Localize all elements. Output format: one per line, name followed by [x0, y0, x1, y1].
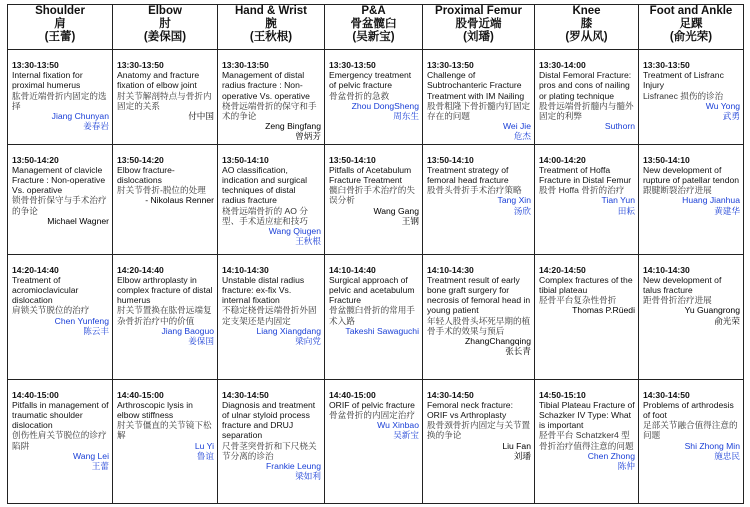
- speaker-name-cn: 姜保国: [188, 336, 214, 347]
- session-cell: [218, 144, 325, 254]
- header-chair: (罗从风): [565, 31, 608, 43]
- speaker-name: Liu Fan: [502, 440, 531, 451]
- session-title: Internal fixation for proximal humerus: [12, 70, 83, 91]
- session-title: ORIF of pelvic fracture: [329, 399, 415, 410]
- header-chair: (王蕾): [44, 31, 76, 43]
- session-title-cn: 股骨 Hoffa 骨折的治疗: [539, 185, 625, 196]
- session-time: 13:30-13:50: [222, 60, 269, 70]
- speaker-name: Yu Guangrong: [684, 305, 740, 316]
- table-row: [8, 379, 744, 503]
- session-title-cn: 髋臼骨折手术治疗的失误分析: [329, 185, 415, 206]
- header-cn: 肘: [159, 18, 171, 30]
- session-title-cn: 肱骨近端骨折内固定的选择: [12, 90, 107, 111]
- column-header: [639, 5, 744, 50]
- session-cell: [8, 379, 113, 503]
- header-cn: 股骨近端: [455, 18, 502, 30]
- session-cell: [639, 379, 744, 503]
- speaker-name-cn: 鲁谊: [196, 450, 214, 461]
- session-title: Treatment of acromioclavicular dislocation: [12, 274, 79, 306]
- speaker-name-cn: 危杰: [513, 131, 531, 142]
- session-cell: [113, 50, 218, 145]
- header-en: Foot and Ankle: [649, 5, 733, 17]
- session-cell: [325, 50, 423, 145]
- header-chair: (姜保国): [143, 31, 187, 43]
- session-time: 14:10-14:30: [222, 264, 269, 275]
- session-title: Management of clavicle Fracture : Non-operative Vs. operative: [12, 164, 106, 196]
- session-title: Elbow arthroplasty in complex fracture of distal humerus: [117, 274, 213, 306]
- session-time: 14:10-14:30: [643, 264, 690, 275]
- session-cell: [113, 379, 218, 503]
- session-time: 13:50-14:20: [12, 154, 59, 165]
- session-cell: [639, 50, 744, 145]
- table-row: [8, 254, 744, 379]
- speaker-name: Wang Gang: [373, 205, 419, 216]
- session-time: 13:30-13:50: [117, 60, 164, 70]
- session-time: 14:10-14:40: [329, 264, 376, 275]
- session-cell: [8, 144, 113, 254]
- session-time: 13:50-14:10: [427, 154, 474, 165]
- session-cell: [218, 50, 325, 145]
- session-title: AO classification, indication and surgical techniques of distal radius fracture: [222, 164, 308, 206]
- speaker-name-cn: Suthorn: [604, 121, 635, 132]
- session-title: Emergency treatment of pelvic fracture: [329, 70, 412, 91]
- session-time: 13:50-14:10: [222, 154, 269, 165]
- speaker-name: Takeshi Sawaguchi: [345, 325, 419, 336]
- speaker-name-cn: 施忠民: [714, 450, 740, 461]
- table-row: [8, 50, 744, 145]
- speaker-name: Frankie Leung: [266, 461, 321, 472]
- header-chair: (王秋根): [249, 31, 293, 43]
- column-header: [218, 5, 325, 50]
- session-time: 14:20-14:40: [117, 264, 164, 275]
- column-header: [325, 5, 423, 50]
- session-title-cn: 胫骨平台复杂性骨折: [539, 295, 617, 306]
- speaker-name: - Nikolaus Renner: [145, 195, 214, 206]
- session-cell: [535, 254, 639, 379]
- session-cell: [113, 254, 218, 379]
- speaker-name-cn: 俞光荣: [714, 315, 740, 326]
- speaker-name: Zhou DongSheng: [351, 100, 419, 111]
- speaker-name: Tian Yun: [601, 195, 635, 206]
- speaker-name-cn: 田耘: [617, 205, 635, 216]
- speaker-name-cn: 陈仲: [617, 461, 635, 472]
- speaker-name-cn: 吴新宝: [393, 430, 419, 441]
- session-title-cn: 不稳定桡骨远端骨折外固定支架还是内固定: [222, 305, 317, 326]
- speaker-name-cn: 姜春岩: [83, 121, 109, 132]
- speaker-name-cn: 汤欣: [513, 205, 531, 216]
- session-time: 13:50-14:20: [117, 154, 164, 165]
- speaker-name-cn: 王钢: [401, 215, 419, 226]
- column-header: [535, 5, 639, 50]
- table-row: [8, 144, 744, 254]
- session-time: 13:30-13:50: [643, 60, 690, 70]
- session-title-cn: 距骨骨折治疗进展: [643, 295, 712, 306]
- session-title: Unstable distal radius fracture: ex-fix Vs. internal fixation: [222, 274, 305, 306]
- header-en: P&A: [361, 5, 386, 17]
- column-header: [8, 5, 113, 50]
- session-title-cn: 股骨粗隆下骨折髓内钉固定存在的问题: [427, 100, 531, 122]
- session-cell: [423, 379, 535, 503]
- session-cell: [535, 144, 639, 254]
- speaker-name: Jiang Chunyan: [51, 111, 109, 122]
- session-title-cn: 肘关节置换在肱骨远端复杂骨折治疗中的价值: [117, 305, 212, 326]
- session-title-cn: 骨盆骨折的急救: [329, 90, 390, 101]
- speaker-name-cn: 武勇: [722, 111, 740, 122]
- speaker-name-cn: 王秋根: [295, 236, 321, 247]
- speaker-name-cn: 张长青: [505, 346, 531, 357]
- session-title-cn: 股骨颈骨折内固定与关节置换的争论: [427, 420, 531, 441]
- session-title-cn: 桡骨远端骨折的保守和手术的争论: [222, 100, 317, 122]
- session-time: 14:30-14:50: [222, 389, 269, 400]
- session-title: Treatment strategy of femoral head fracture: [427, 164, 509, 186]
- session-time: 14:40-15:00: [12, 389, 59, 400]
- session-cell: [423, 50, 535, 145]
- speaker-name-cn: 周东生: [393, 111, 419, 122]
- session-cell: [535, 50, 639, 145]
- header-en: Knee: [572, 5, 601, 17]
- session-cell: [325, 254, 423, 379]
- session-time: 14:10-14:30: [427, 264, 474, 275]
- session-title: Elbow fracture-dislocations: [117, 164, 175, 186]
- session-cell: [325, 144, 423, 254]
- session-title: Complex fractures of the tibial plateau: [539, 274, 633, 296]
- speaker-name: Chen Yunfeng: [54, 315, 109, 326]
- schedule-table: [7, 4, 744, 504]
- session-cell: [218, 379, 325, 503]
- session-time: 13:50-14:10: [643, 154, 690, 165]
- session-time: 14:20-14:40: [12, 264, 59, 275]
- session-title: Treatment result of early bone graft surgery for necrosis of femoral head in young patient: [427, 274, 531, 316]
- session-time: 13:30-13:50: [427, 60, 474, 70]
- session-time: 13:50-14:10: [329, 154, 376, 165]
- session-cell: [113, 144, 218, 254]
- session-time: 14:00-14:20: [539, 154, 586, 165]
- header-chair: (俞光荣): [669, 31, 713, 43]
- speaker-name: Zeng Bingfang: [265, 121, 321, 132]
- session-time: 13:30-13:50: [329, 60, 376, 70]
- session-cell: [8, 50, 113, 145]
- session-time: 13:30-14:00: [539, 60, 586, 70]
- header-cn: 肩: [54, 18, 66, 30]
- session-title-cn: 胫骨平台 Schatzker4 型骨折治疗值得注意的问题: [539, 430, 634, 451]
- speaker-name: Lu Yi: [194, 440, 214, 451]
- speaker-name: Liang Xiangdang: [256, 325, 321, 336]
- speaker-name-cn: 陈云丰: [83, 325, 109, 336]
- session-title-cn: 创伤性肩关节脱位的诊疗陷阱: [12, 430, 107, 451]
- session-cell: [639, 144, 744, 254]
- speaker-name-cn: 付中国: [188, 111, 214, 122]
- session-title-cn: 跟腱断裂治疗进展: [643, 185, 712, 196]
- session-time: 14:30-14:50: [643, 389, 690, 400]
- session-title: Tibial Plateau Fracture of Schazker IV Type: What is important: [539, 399, 635, 431]
- session-title: Treatment of Lisfranc Injury: [643, 70, 724, 91]
- speaker-name: Jiang Baoguo: [161, 325, 214, 336]
- session-title: Anatomy and fracture fixation of elbow joint: [117, 70, 200, 91]
- session-title-cn: 锁骨骨折保守与手术治疗的争论: [12, 195, 107, 216]
- session-title: Treatment of Hoffa Fracture in Distal Femur: [539, 164, 632, 186]
- speaker-name-cn: 黄建华: [714, 205, 740, 216]
- speaker-name: ZhangChangqing: [465, 336, 531, 347]
- session-title-cn: 尺骨茎突骨折和下尺桡关节分离的诊治: [222, 440, 317, 461]
- speaker-name-cn: 梁如利: [295, 471, 321, 482]
- session-title: Surgical approach of pelvic and acetabulum Fracture: [329, 274, 415, 306]
- session-title: New development of talus fracture: [643, 274, 722, 296]
- speaker-name-cn: 曾炳芳: [295, 131, 321, 142]
- session-title-cn: Lisfranec 损伤的诊治: [643, 90, 724, 101]
- session-cell: [423, 144, 535, 254]
- speaker-name: Michael Wagner: [47, 215, 109, 226]
- speaker-name: Tang Xin: [497, 195, 531, 206]
- session-title-cn: 肘关节僵直的关节镜下松解: [117, 420, 212, 441]
- session-time: 14:40-15:00: [117, 389, 164, 400]
- header-en: Proximal Femur: [435, 5, 522, 17]
- session-title: Challenge of Subtrochanteric Fracture Treatment with IM Nailing: [427, 70, 525, 101]
- session-title-cn: 股骨远端骨折髓内与髓外固定的利弊: [539, 100, 634, 122]
- session-title: Problems of arthrodesis of foot: [643, 399, 734, 421]
- session-title: Distal Femoral Fracture: pros and cons of nailing or plating technique: [539, 70, 632, 101]
- session-cell: [218, 254, 325, 379]
- session-title-cn: 肘关节骨折-脱位的处理: [117, 185, 206, 196]
- session-time: 13:30-13:50: [12, 60, 59, 70]
- session-cell: [535, 379, 639, 503]
- session-title: Femoral neck fracture: ORIF vs Arthroplasty: [427, 399, 513, 421]
- column-header: [423, 5, 535, 50]
- speaker-name-cn: 王蕾: [91, 461, 109, 472]
- session-title-cn: 足部关节融合值得注意的问题: [643, 420, 738, 441]
- session-cell: [325, 379, 423, 503]
- session-title-cn: 股骨头骨折手术治疗策略: [427, 185, 522, 196]
- speaker-name: Wei Jie: [502, 121, 531, 132]
- header-cn: 腕: [265, 18, 277, 30]
- session-title: Pitfalls in management of traumatic shoulder dislocation: [12, 399, 109, 431]
- header-cn: 骨盆髋臼: [350, 18, 397, 30]
- session-title-cn: 骨盆骨折的内固定治疗: [329, 410, 415, 421]
- session-title: New development of rupture of patellar tendon: [643, 164, 740, 186]
- header-en: Hand & Wrist: [235, 5, 307, 17]
- session-title-cn: 骨盆髋臼骨折的常用手术入路: [329, 305, 415, 326]
- session-cell: [423, 254, 535, 379]
- header-row: [8, 5, 744, 50]
- session-title: Pitfalls of Acetabulum Fracture Treatment: [329, 164, 412, 186]
- session-cell: [8, 254, 113, 379]
- speaker-name: Thomas P.Rüedi: [572, 305, 635, 316]
- header-chair: (吴新宝): [352, 31, 395, 43]
- speaker-name: Wu Yong: [705, 100, 740, 111]
- session-title: Arthroscopic lysis in elbow stiffness: [117, 399, 193, 421]
- speaker-name: Huang Jianhua: [682, 195, 740, 206]
- header-cn: 足踝: [679, 18, 703, 30]
- speaker-name: Wang Lei: [73, 450, 109, 461]
- header-chair: (刘璠): [463, 31, 494, 43]
- session-time: 14:20-14:50: [539, 264, 586, 275]
- speaker-name-cn: 梁向党: [295, 336, 321, 347]
- session-title-cn: 肘关节解剖特点与骨折内固定的关系: [117, 90, 212, 111]
- speaker-name: Chen Zhong: [587, 450, 635, 461]
- column-header: [113, 5, 218, 50]
- session-title: Management of distal radius fracture : Non-operative Vs. operative: [222, 70, 310, 101]
- session-title-cn: 桡骨远端骨折的 AO 分型、手术适应症和技巧: [222, 205, 308, 226]
- speaker-name: Shi Zhong Min: [684, 440, 740, 451]
- session-title: Diagnosis and treatment of ulnar styloid process fracture and DRUJ separation: [222, 399, 316, 441]
- header-cn: 膝: [580, 18, 593, 30]
- session-cell: [639, 254, 744, 379]
- speaker-name-cn: 刘璠: [513, 450, 531, 461]
- speaker-name: Wu Xinbao: [377, 420, 419, 431]
- session-title-cn: 肩锁关节脱位的治疗: [12, 305, 90, 316]
- session-title-cn: 年轻人股骨头坏死早期的植骨手术的效果与预后: [427, 315, 531, 336]
- header-en: Shoulder: [35, 5, 85, 17]
- session-time: 14:40-15:00: [329, 389, 376, 400]
- speaker-name: Wang Qiugen: [268, 226, 321, 237]
- session-time: 14:30-14:50: [427, 389, 474, 400]
- header-en: Elbow: [148, 5, 182, 17]
- session-time: 14:50-15:10: [539, 389, 586, 400]
